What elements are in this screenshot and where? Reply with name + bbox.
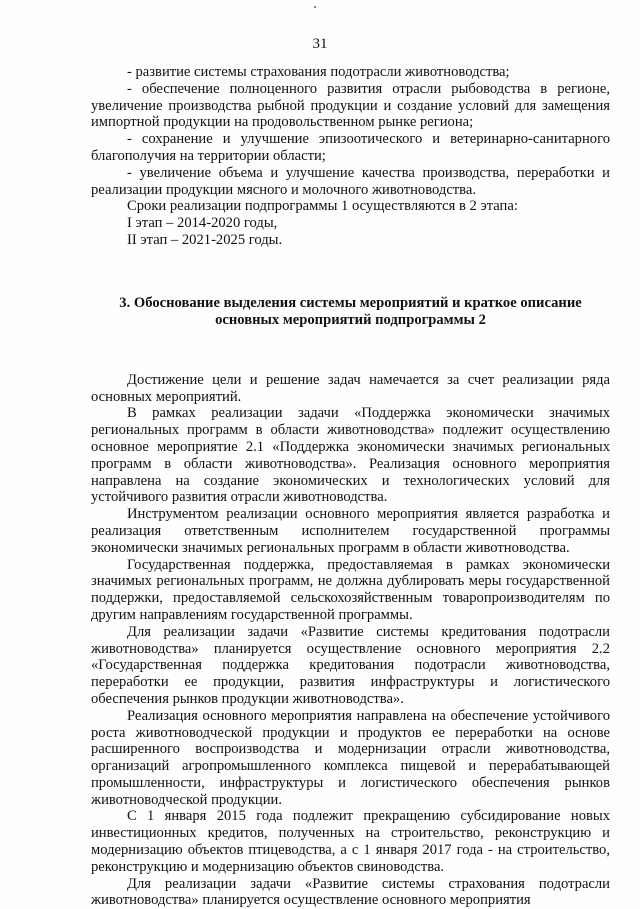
list-item: - сохранение и улучшение эпизоотического и ветеринарно-санитарного благополучия на территории области; [91, 131, 610, 164]
paragraph: Достижение цели и решение задач намечается за счет реализации ряда основных мероприятий. [91, 371, 610, 405]
page-number: 31 [312, 36, 328, 52]
section-heading [91, 295, 610, 329]
stage-line: I этап – 2014-2020 годы, [127, 215, 278, 232]
section-heading-line: 3. Обоснование выделения системы мероприятий и краткое описание [119, 294, 582, 311]
paragraph: Для реализации задачи «Развитие системы страхования подотрасли животноводства» планируется осуществление основного мероприятия [91, 875, 610, 909]
paragraph: Реализация основного мероприятия направлена на обеспечение устойчивого роста животноводческой продукции и продуктов ее переработки на основе расширенного воспроизводства и модернизации отрасли животноводства, организаций агропромышленного комплекса пищевой и перерабатывающей промышленности, инфраструктуры и логистического обеспечения рынков животноводческой продукции. [91, 707, 610, 808]
scan-dot [314, 6, 316, 8]
paragraph: С 1 января 2015 года подлежит прекращению субсидирование новых инвестиционных кредитов, полученных на строительство, реконструкцию и модернизацию объектов птицеводства, а с 1 января 2017 года - на строительство, реконструкцию и модернизацию объектов свиноводства. [91, 808, 610, 875]
list-item: - развитие системы страхования подотрасли животноводства; [127, 64, 510, 80]
stages-intro: Сроки реализации подпрограммы 1 осуществляются в 2 этапа: [127, 198, 518, 215]
document-body [91, 64, 610, 909]
list-item: - увеличение объема и улучшение качества производства, переработки и реализации продукции мясного и молочного животноводства. [91, 164, 610, 198]
paragraph: Для реализации задачи «Развитие системы кредитования подотрасли животноводства» планируется осуществление основного мероприятия 2.2 «Государственная поддержка кредитования подотрасли животноводства, переработки ее продукции, развития инфраструктуры и логистического обеспечения рынков продукции животноводства». [91, 623, 610, 707]
stage-line: II этап – 2021-2025 годы. [127, 231, 283, 248]
list-item: - обеспечение полноценного развития отрасли рыбоводства в регионе, увеличение производства рыбной продукции и создание условий для замещения импортной продукции на продовольственном рынке региона; [91, 80, 610, 131]
section-heading-line: основных мероприятий подпрограммы 2 [215, 311, 486, 328]
paragraph: Государственная поддержка, предоставляемая в рамках экономически значимых региональных программ, не должна дублировать меры государственной поддержки, предоставляемой сельскохозяйственным товаропроизводителям по другим направлениям государственной программы. [91, 556, 610, 623]
paragraph: В рамках реализации задачи «Поддержка экономически значимых региональных программ в области животноводства» подлежит осуществлению основное мероприятие 2.1 «Поддержка экономически значимых региональных программ в области животноводства». Реализация основного мероприятия направлена на создание экономических и технологических условий для устойчивого развития отрасли животноводства. [91, 405, 610, 506]
paragraph: Инструментом реализации основного мероприятия является разработка и реализация ответственным исполнителем государственной программы экономически значимых региональных программ в области животноводства. [91, 506, 610, 556]
